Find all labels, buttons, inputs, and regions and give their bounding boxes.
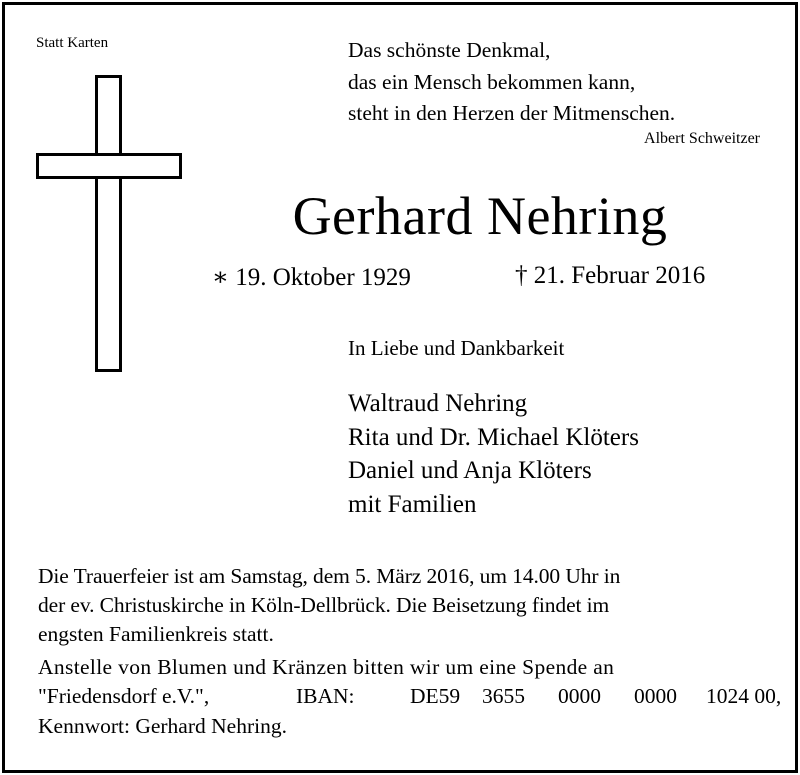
iban-part: 1024 00, — [706, 684, 782, 708]
mourner-name: Waltraud Nehring — [348, 390, 528, 417]
quote-line-1: Das schönste Denkmal, — [348, 38, 551, 62]
quote-line-2: das ein Mensch bekommen kann, — [348, 70, 636, 94]
death-date: † 21. Februar 2016 — [515, 262, 706, 289]
mourner-name: Daniel und Anja Klöters — [348, 457, 592, 484]
birth-date: ∗ 19. Oktober 1929 — [212, 264, 411, 291]
announcement-line-2: der ev. Christuskirche in Köln-Dellbrück. Die Beisetzung findet im — [38, 593, 610, 617]
mourners-intro: In Liebe und Dankbarkeit — [348, 336, 565, 360]
quote-author: Albert Schweitzer — [644, 130, 760, 147]
announcement-line-3: engsten Familienkreis statt. — [38, 622, 274, 646]
iban-part: 3655 — [482, 684, 525, 708]
announcement-line-6: Kennwort: Gerhard Nehring. — [38, 714, 287, 738]
announcement-line-4: Anstelle von Blumen und Kränzen bitten wir um eine Spende an — [38, 655, 615, 679]
donation-recipient: "Friedensdorf e.V.", — [38, 684, 210, 708]
iban-part: DE59 — [410, 684, 461, 708]
iban-label: IBAN: — [296, 684, 355, 708]
deceased-name: Gerhard Nehring — [292, 186, 668, 246]
statt-karten-label: Statt Karten — [36, 35, 109, 51]
announcement-line-1: Die Trauerfeier ist am Samstag, dem 5. März 2016, um 14.00 Uhr in — [38, 564, 621, 588]
cross-center — [98, 156, 119, 176]
mourner-name: mit Familien — [348, 491, 477, 518]
iban-part: 0000 — [634, 684, 677, 708]
mourner-name: Rita und Dr. Michael Klöters — [348, 424, 639, 451]
quote-line-3: steht in den Herzen der Mitmenschen. — [348, 101, 676, 125]
iban-part: 0000 — [558, 684, 601, 708]
